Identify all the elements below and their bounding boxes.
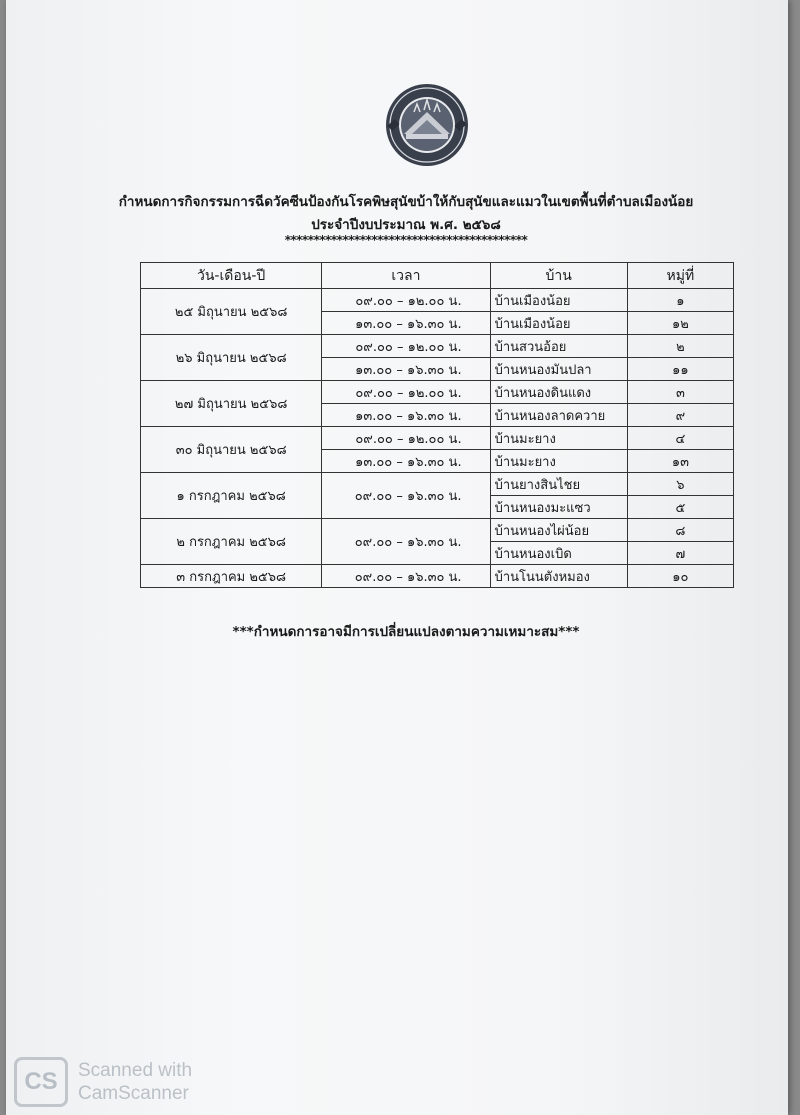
document-title: กำหนดการกิจกรรมการฉีดวัคซีนป้องกันโรคพิษสุนัขบ้าให้กับสุนัขและแมวในเขตพื้นที่ตำบลเมืองน้อย (118, 194, 694, 210)
camscanner-watermark (14, 1057, 192, 1107)
fiscal-year-subtitle: ประจำปีงบประมาณ พ.ศ. ๒๕๖๘ (311, 217, 501, 233)
date-cell: ๒๗ มิถุนายน ๒๕๖๘ (141, 381, 322, 427)
schedule-change-note: ***กำหนดการอาจมีการเปลี่ยนแปลงตามความเหมาะสม*** (232, 624, 580, 640)
moo-cell: ๖ (627, 473, 733, 496)
header-village: บ้าน (490, 263, 627, 289)
village-cell: บ้านหนองเบิด (490, 542, 627, 565)
village-cell: บ้านหนองไผ่น้อย (490, 519, 627, 542)
table-row (141, 289, 734, 312)
table-row (141, 519, 734, 542)
time-cell: ๐๙.๐๐ – ๑๒.๐๐ น. (322, 335, 490, 358)
table-header-row (141, 263, 734, 289)
table-row (141, 427, 734, 450)
village-cell: บ้านสวนอ้อย (490, 335, 627, 358)
village-cell: บ้านหนองลาดควาย (490, 404, 627, 427)
header-moo: หมู่ที่ (627, 263, 733, 289)
moo-cell: ๙ (627, 404, 733, 427)
moo-cell: ๑๑ (627, 358, 733, 381)
time-cell: ๑๓.๐๐ – ๑๖.๓๐ น. (322, 312, 490, 335)
time-cell: ๐๙.๐๐ – ๑๒.๐๐ น. (322, 381, 490, 404)
date-cell: ๓ กรกฎาคม ๒๕๖๘ (141, 565, 322, 588)
star-divider: ****************************************** (284, 233, 528, 247)
moo-cell: ๔ (627, 427, 733, 450)
document-page (6, 0, 788, 1115)
village-cell: บ้านเมืองน้อย (490, 289, 627, 312)
time-cell: ๐๙.๐๐ – ๑๖.๓๐ น. (322, 565, 490, 588)
village-cell: บ้านมะยาง (490, 450, 627, 473)
village-cell: บ้านโนนตังหมอง (490, 565, 627, 588)
moo-cell: ๒ (627, 335, 733, 358)
camscanner-logo-icon: CS (14, 1057, 68, 1107)
moo-cell: ๑๐ (627, 565, 733, 588)
time-cell: ๐๙.๐๐ – ๑๖.๓๐ น. (322, 519, 490, 565)
moo-cell: ๘ (627, 519, 733, 542)
moo-cell: ๗ (627, 542, 733, 565)
table-row (141, 381, 734, 404)
table-row (141, 565, 734, 588)
village-cell: บ้านหนองมันปลา (490, 358, 627, 381)
village-cell: บ้านยางสินไชย (490, 473, 627, 496)
village-cell: บ้านมะยาง (490, 427, 627, 450)
moo-cell: ๑๒ (627, 312, 733, 335)
moo-cell: ๑๓ (627, 450, 733, 473)
date-cell: ๓๐ มิถุนายน ๒๕๖๘ (141, 427, 322, 473)
time-cell: ๐๙.๐๐ – ๑๒.๐๐ น. (322, 427, 490, 450)
header-time: เวลา (322, 263, 490, 289)
header-date: วัน-เดือน-ปี (141, 263, 322, 289)
table-row (141, 335, 734, 358)
date-cell: ๑ กรกฎาคม ๒๕๖๘ (141, 473, 322, 519)
watermark-line2: CamScanner (78, 1083, 189, 1104)
village-cell: บ้านเมืองน้อย (490, 312, 627, 335)
date-cell: ๒ กรกฎาคม ๒๕๖๘ (141, 519, 322, 565)
watermark-text (78, 1059, 192, 1105)
watermark-line1: Scanned with (78, 1060, 193, 1081)
time-cell: ๑๓.๐๐ – ๑๖.๓๐ น. (322, 358, 490, 381)
table-row (141, 473, 734, 496)
organization-seal-icon (384, 82, 470, 168)
time-cell: ๑๓.๐๐ – ๑๖.๓๐ น. (322, 404, 490, 427)
moo-cell: ๓ (627, 381, 733, 404)
time-cell: ๑๓.๐๐ – ๑๖.๓๐ น. (322, 450, 490, 473)
moo-cell: ๑ (627, 289, 733, 312)
schedule-table (140, 262, 734, 588)
date-cell: ๒๖ มิถุนายน ๒๕๖๘ (141, 335, 322, 381)
time-cell: ๐๙.๐๐ – ๑๖.๓๐ น. (322, 473, 490, 519)
date-cell: ๒๕ มิถุนายน ๒๕๖๘ (141, 289, 322, 335)
village-cell: บ้านหนองดินแดง (490, 381, 627, 404)
time-cell: ๐๙.๐๐ – ๑๒.๐๐ น. (322, 289, 490, 312)
moo-cell: ๕ (627, 496, 733, 519)
village-cell: บ้านหนองมะแซว (490, 496, 627, 519)
